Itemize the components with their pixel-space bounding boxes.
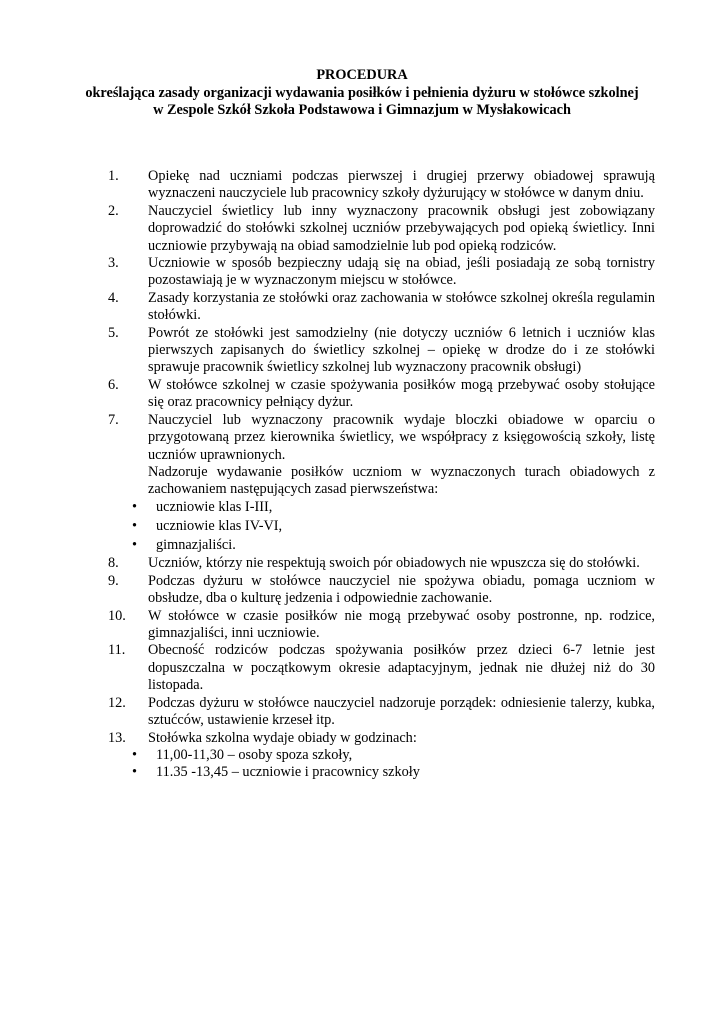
bullet-item [132, 764, 655, 781]
item-number: 10. [108, 607, 126, 624]
bullet-text: uczniowie klas I-III, [156, 498, 273, 515]
list-item [0, 290, 724, 325]
bullet-text: uczniowie klas IV-VI, [156, 517, 283, 534]
item-text: Nauczyciel lub wyznaczony pracownik wydaje bloczki obiadowe w oparciu o przygotowaną przez kierownika świetlicy, we współpracy z księgowością szkoły, listę uczniów uprawnionych. [148, 411, 655, 463]
item-number: 8. [108, 555, 119, 572]
item-text: W stołówce w czasie posiłków nie mogą przebywać osoby postronne, np. rodzice, gimnazjaliści, inni uczniowie. [148, 607, 655, 642]
item-number: 6. [108, 376, 119, 393]
item-text: Powrót ze stołówki jest samodzielny (nie dotyczy uczniów 6 letnich i uczniów klas pierwszych zapisanych do świetlicy szkolnej – opiekę w drodze do i ze stołówki sprawuje pracownik świetlicy szkolnej lub wyznaczony pracownik obsługi) [148, 324, 655, 376]
item-number: 12. [108, 694, 126, 711]
bullet-glyph: • [132, 517, 138, 534]
procedure-list [0, 168, 724, 782]
opening-hours-bullet-list [132, 746, 655, 782]
list-item [0, 573, 724, 608]
list-item [0, 255, 724, 290]
list-item [0, 642, 724, 694]
item-number: 11. [108, 642, 126, 659]
item-text: Uczniów, którzy nie respektują swoich pór obiadowych nie wpuszcza się do stołówki. [148, 555, 640, 572]
list-item [0, 412, 724, 554]
document-subtitle-line1: określająca zasady organizacji wydawania posiłków i pełnienia dyżuru w stołówce szkolnej [85, 84, 639, 101]
item-text: Stołówka szkolna wydaje obiady w godzinach: [148, 729, 417, 746]
document-title: PROCEDURA [316, 67, 408, 83]
list-item [0, 377, 724, 412]
list-item [0, 203, 724, 255]
list-item [0, 168, 724, 203]
bullet-glyph: • [132, 498, 138, 515]
bullet-item [132, 536, 655, 554]
item-text: Uczniowie w sposób bezpieczny udają się na obiad, jeśli posiadają ze sobą tornistry pozostawiają je w wyznaczonym miejscu w stołówce. [148, 255, 655, 289]
bullet-text: gimnazjaliści. [156, 536, 236, 553]
list-item [0, 730, 724, 782]
document-header [0, 67, 724, 120]
bullet-text: 11,00-11,30 – osoby spoza szkoły, [156, 746, 353, 763]
item-number: 5. [108, 324, 119, 341]
item-number: 7. [108, 411, 119, 428]
bullet-glyph: • [132, 746, 138, 763]
list-item [0, 695, 724, 730]
list-item [0, 555, 724, 572]
item-number: 13. [108, 729, 126, 746]
item-number: 1. [108, 168, 119, 184]
item-text: Zasady korzystania ze stołówki oraz zachowania w stołówce szkolnej określa regulamin stołówki. [148, 289, 655, 324]
bullet-glyph: • [132, 764, 138, 781]
bullet-text: 11.35 -13,45 – uczniowie i pracownicy szkoły [156, 764, 420, 781]
item-number: 9. [108, 572, 119, 589]
list-item [0, 608, 724, 643]
document-subtitle-line2: w Zespole Szkół Szkoła Podstawowa i Gimnazjum w Mysłakowicach [153, 102, 571, 118]
item-text: Opiekę nad uczniami podczas pierwszej i drugiej przerwy obiadowej sprawują wyznaczeni nauczyciele lub pracownicy szkoły dyżurujący w stołówce w danym dniu. [148, 168, 655, 202]
item-number: 3. [108, 255, 119, 272]
bullet-item [132, 517, 655, 535]
item-text: Podczas dyżuru w stołówce nauczyciel nie spożywa obiadu, pomaga uczniom w obsłudze, dba o kulturę jedzenia i odpowiednie zachowanie. [148, 572, 655, 607]
item-text: W stołówce szkolnej w czasie spożywania posiłków mogą przebywać osoby stołujące się oraz pracownicy pełniący dyżur. [148, 376, 655, 411]
bullet-item [132, 746, 655, 764]
list-item [0, 325, 724, 377]
priority-bullet-list [132, 498, 655, 554]
item-text: Podczas dyżuru w stołówce nauczyciel nadzoruje porządek: odniesienie talerzy, kubka, sztućców, ustawienie krzeseł itp. [148, 694, 655, 729]
item-text: Nauczyciel świetlicy lub inny wyznaczony pracownik obsługi jest zobowiązany doprowadzić do stołówki szkolnej uczniów przebywających pod opieką świetlicy. Inni uczniowie przybywają na obiad samodzielnie lub pod opieką rodziców. [148, 202, 655, 254]
item-text: Obecność rodziców podczas spożywania posiłków przez dzieci 6-7 letnie jest dopuszczalna w początkowym okresie adaptacyjnym, jednak nie dłużej niż do 30 listopada. [148, 642, 655, 694]
item-text-continuation: Nadzoruje wydawanie posiłków uczniom w wyznaczonych turach obiadowych z zachowaniem następujących zasad pierwszeństwa: [148, 463, 655, 498]
bullet-item [132, 498, 655, 516]
item-number: 2. [108, 202, 119, 219]
item-number: 4. [108, 289, 119, 306]
bullet-glyph: • [132, 536, 138, 553]
